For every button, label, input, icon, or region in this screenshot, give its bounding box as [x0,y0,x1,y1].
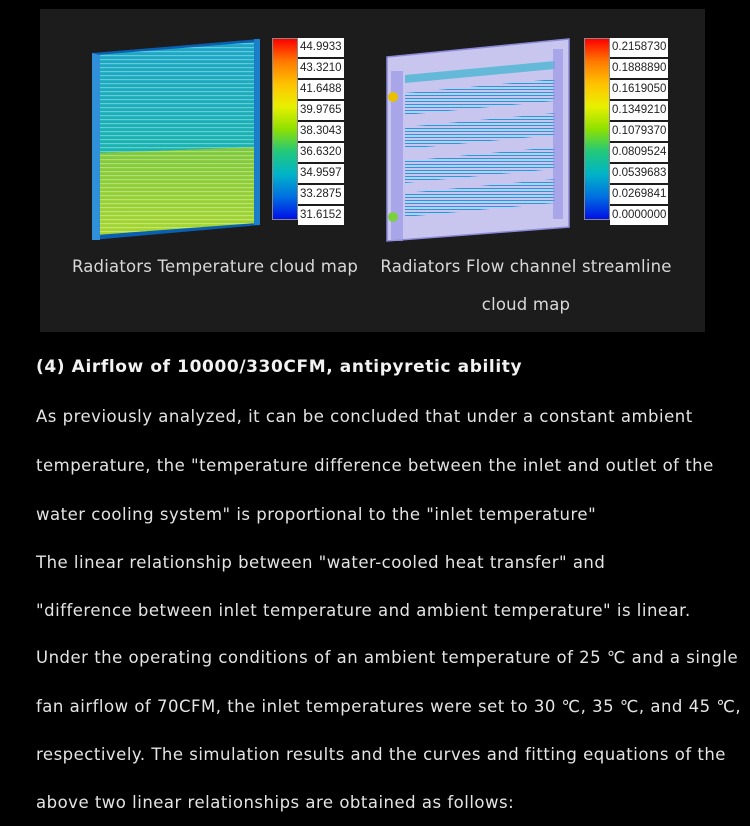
figure-panel [40,9,705,332]
flow-legend-label: 0.0000000 [610,206,668,225]
temperature-legend-label: 31.6152 [298,206,344,225]
paragraph-line: The linear relationship between "water-cooled heat transfer" and [36,553,606,572]
temperature-legend-label: 34.9597 [298,164,344,183]
temperature-legend-label: 38.3043 [298,122,344,141]
temperature-legend-label: 44.9933 [298,38,344,57]
paragraph-line: temperature, the "temperature difference between the inlet and outlet of the [36,456,714,475]
flow-radiator-image [383,35,573,245]
temperature-legend-label: 43.3210 [298,59,344,78]
flow-legend-label: 0.1888890 [610,59,668,78]
temperature-legend-label: 41.6488 [298,80,344,99]
paragraph-line: above two linear relationships are obtained as follows: [36,793,515,812]
temperature-color-bar [272,38,298,220]
paragraph-line: "difference between inlet temperature and ambient temperature" is linear. [36,601,691,620]
flow-color-bar [584,38,610,220]
paragraph-line: As previously analyzed, it can be concluded that under a constant ambient [36,407,693,426]
flow-legend-label: 0.1349210 [610,101,668,120]
paragraph-line: Under the operating conditions of an ambient temperature of 25 ℃ and a single [36,648,739,667]
flow-map-caption-line1: Radiators Flow channel streamline [380,257,672,276]
temperature-radiator-image [88,35,268,245]
temperature-map-caption: Radiators Temperature cloud map [71,257,359,276]
flow-legend-label: 0.1079370 [610,122,668,141]
temperature-legend-label: 33.2875 [298,185,344,204]
flow-legend-label: 0.0809524 [610,143,668,162]
flow-legend-label: 0.0269841 [610,185,668,204]
paragraph-line: water cooling system" is proportional to the "inlet temperature" [36,505,597,524]
section-heading: (4) Airflow of 10000/330CFM, antipyretic ability [36,357,523,377]
paragraph-line: respectively. The simulation results and the curves and fitting equations of the [36,745,726,764]
temperature-legend-label: 36.6320 [298,143,344,162]
paragraph-line: fan airflow of 70CFM, the inlet temperatures were set to 30 ℃, 35 ℃, and 45 ℃, [36,697,742,716]
flow-legend-label: 0.1619050 [610,80,668,99]
flow-legend-label: 0.0539683 [610,164,668,183]
temperature-legend-label: 39.9765 [298,101,344,120]
flow-map-caption-line2: cloud map [481,295,571,314]
flow-legend-label: 0.2158730 [610,38,668,57]
